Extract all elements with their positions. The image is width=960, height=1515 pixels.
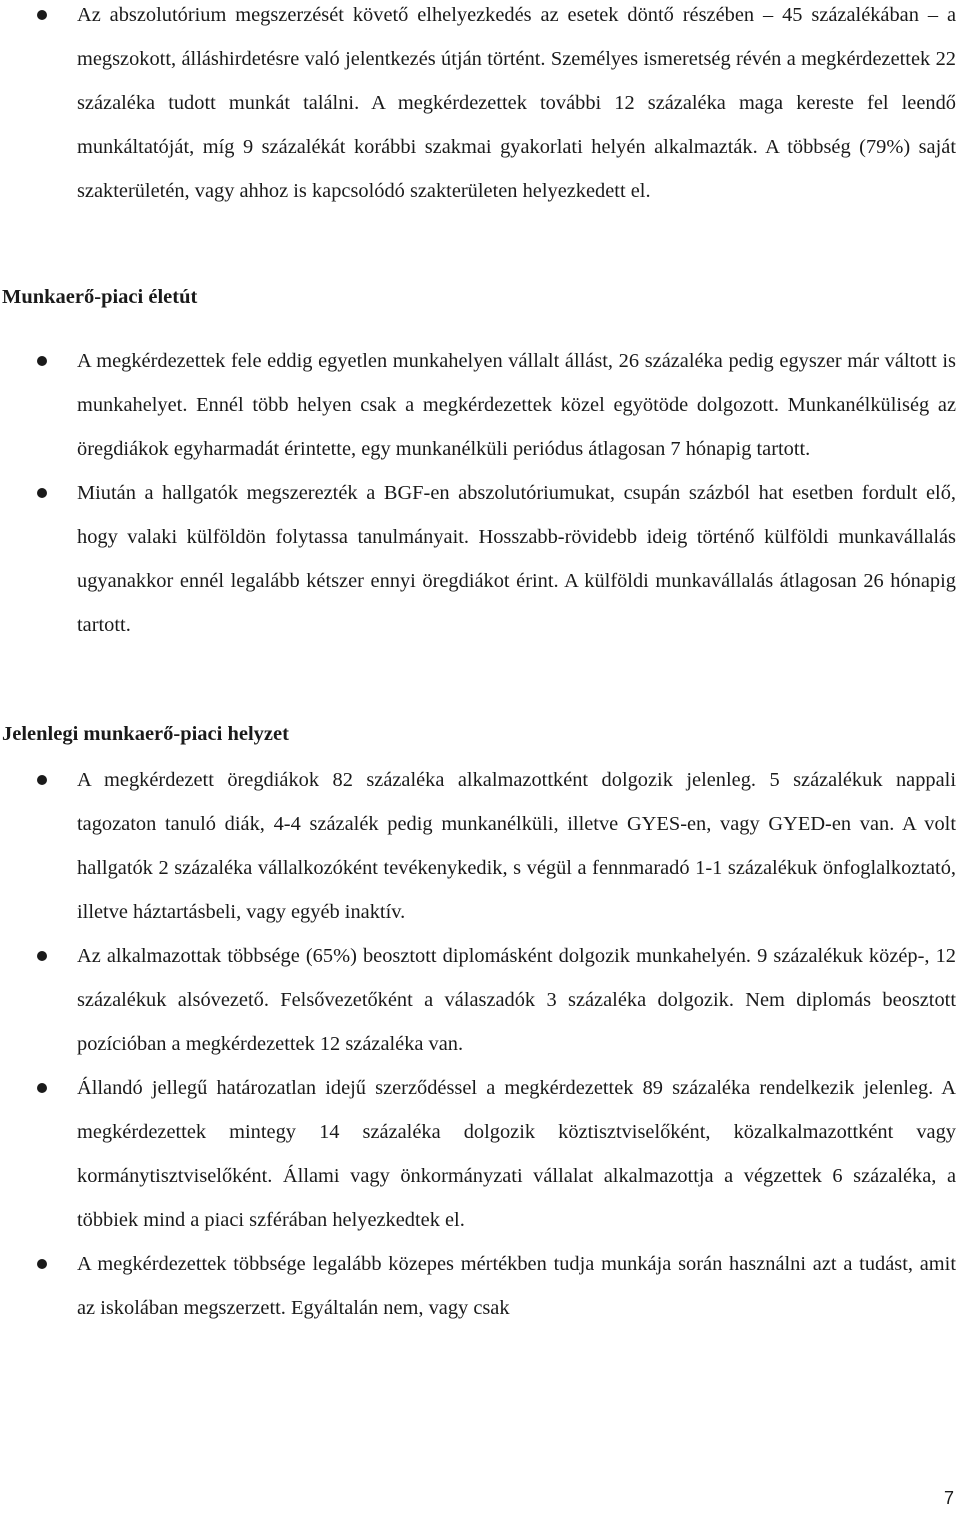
bullet-item xyxy=(0,339,960,471)
bullet-icon xyxy=(37,1083,47,1093)
bullet-text: Miután a hallgatók megszerezték a BGF-en abszolutóriumukat, csupán százból hat esetben fordult elő, hogy valaki külföldön folytassa tanulmányait. Hosszabb-rövidebb ideig történő külföldi munkavállalás ugyanakkor ennél legalább kétszer ennyi öregdiákot érint. A külföldi munkavállalás átlagosan 26 hónapig tartott. xyxy=(77,482,956,636)
bullet-icon xyxy=(37,1259,47,1269)
section-heading-career-path: Munkaerő-piaci életút xyxy=(2,286,198,308)
bullet-icon xyxy=(37,951,47,961)
bullet-item xyxy=(0,1066,960,1242)
bullet-list-career-path xyxy=(0,339,960,647)
bullet-text: A megkérdezett öregdiákok 82 százaléka alkalmazottként dolgozik jelenleg. 5 százalékuk nappali tagozaton tanuló diák, 4-4 százalék pedig munkanélküli, illetve GYES-en, vagy GYED-en van. A volt hallgatók 2 százaléka vállalkozóként tevékenykedik, s végül a fennmaradó 1-1 százalékuk önfoglalkoztató, illetve háztartásbeli, vagy egyéb inaktív. xyxy=(77,769,956,923)
bullet-list-intro xyxy=(0,0,960,213)
bullet-icon xyxy=(37,488,47,498)
bullet-text: Az abszolutórium megszerzését követő elhelyezkedés az esetek döntő részében – 45 százalékában – a megszokott, álláshirdetésre való jelentkezés útján történt. Személyes ismeretség révén a megkérdezettek 22 százaléka tudott munkát találni. A megkérdezettek további 12 százaléka maga kereste fel leendő munkáltatóját, míg 9 százalékát korábbi szakmai gyakorlati helyén alkalmazták. A többség (79%) saját szakterületén, vagy ahhoz is kapcsolódó szakterületen helyezkedett el. xyxy=(77,4,956,202)
bullet-list-current-status xyxy=(0,758,960,1330)
bullet-text: Az alkalmazottak többsége (65%) beosztott diplomásként dolgozik munkahelyén. 9 százalékuk közép-, 12 százalékuk alsóvezető. Felsővezetőként a válaszadók 3 százaléka dolgozik. Nem diplomás beosztott pozícióban a megkérdezettek 12 százaléka van. xyxy=(77,945,956,1055)
page-number: 7 xyxy=(943,1488,954,1508)
section-heading-current-status: Jelenlegi munkaerő-piaci helyzet xyxy=(2,723,289,745)
bullet-item xyxy=(0,0,960,213)
bullet-text: Állandó jellegű határozatlan idejű szerződéssel a megkérdezettek 89 százaléka rendelkezik jelenleg. A megkérdezettek mintegy 14 százaléka dolgozik köztisztviselőként, közalkalmazottként vagy kormánytisztviselőként. Állami vagy önkormányzati vállalat alkalmazottja a végzettek 6 százaléka, a többiek mind a piaci szférában helyezkedtek el. xyxy=(77,1077,956,1231)
bullet-icon xyxy=(37,356,47,366)
bullet-icon xyxy=(37,775,47,785)
bullet-text: A megkérdezettek többsége legalább közepes mértékben tudja munkája során használni azt a tudást, amit az iskolában megszerzett. Egyáltalán nem, vagy csak xyxy=(77,1253,956,1319)
bullet-icon xyxy=(37,10,47,20)
bullet-item xyxy=(0,934,960,1066)
bullet-text: A megkérdezettek fele eddig egyetlen munkahelyen vállalt állást, 26 százaléka pedig egyszer már váltott is munkahelyet. Ennél több helyen csak a megkérdezettek közel egyötöde dolgozott. Munkanélküliség az öregdiákok egyharmadát érintette, egy munkanélküli periódus átlagosan 7 hónapig tartott. xyxy=(77,350,956,460)
bullet-item xyxy=(0,758,960,934)
bullet-item xyxy=(0,471,960,647)
bullet-item xyxy=(0,1242,960,1330)
